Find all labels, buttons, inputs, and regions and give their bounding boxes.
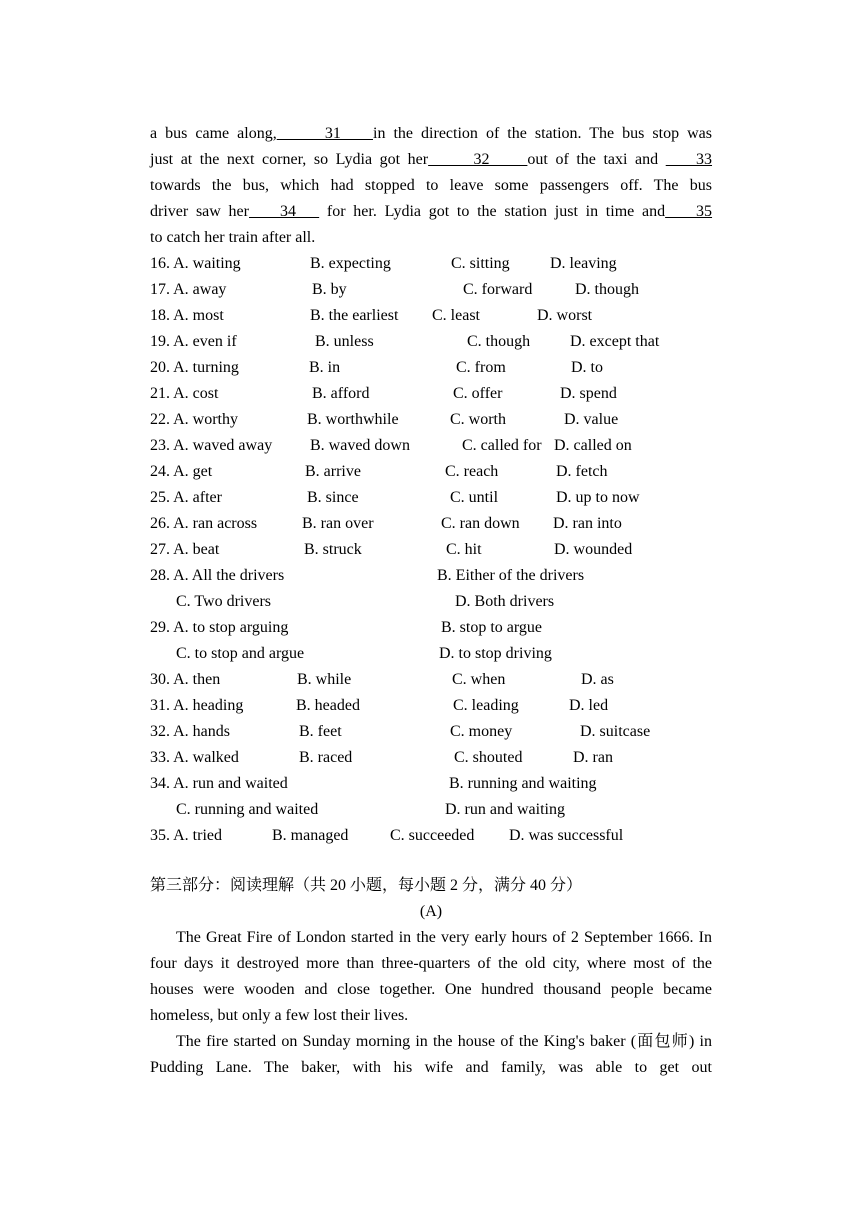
option-b: B. by <box>312 281 347 298</box>
option-b: B. while <box>297 671 352 688</box>
cloze-line-3: towards the bus, which had stopped to leave some passengers off. The bus <box>150 177 712 194</box>
cloze-line-4 <box>150 199 712 225</box>
option-c: C. shouted <box>454 749 523 766</box>
question-22 <box>150 407 712 433</box>
option-b: B. the earliest <box>310 307 399 324</box>
question-25 <box>150 485 712 511</box>
cloze-text: in the direction of the station. The bus stop was <box>373 125 713 142</box>
option-d: D. fetch <box>556 463 608 480</box>
option-b: B. worthwhile <box>307 411 399 428</box>
option-c: C. succeeded <box>390 827 475 844</box>
option-a: 30. A. then <box>150 671 221 688</box>
question-24 <box>150 459 712 485</box>
option-a: 20. A. turning <box>150 359 239 376</box>
option-a: 27. A. beat <box>150 541 220 558</box>
cloze-line-1 <box>150 121 712 147</box>
question-26 <box>150 511 712 537</box>
option-c: C. sitting <box>451 255 510 272</box>
question-18 <box>150 303 712 329</box>
option-c: C. hit <box>446 541 482 558</box>
option-d: D. was successful <box>509 827 624 844</box>
question-31 <box>150 693 712 719</box>
blank-31: 31 <box>276 125 373 142</box>
option-c: C. money <box>450 723 513 740</box>
option-a: 29. A. to stop arguing <box>150 619 289 636</box>
cloze-text: for her. Lydia got to the station just in time and <box>319 203 666 220</box>
cloze-text: out of the taxi and <box>527 151 666 168</box>
option-c: C. from <box>456 359 506 376</box>
option-a: 34. A. run and waited <box>150 775 288 792</box>
option-a: 24. A. get <box>150 463 213 480</box>
option-d: D. spend <box>560 385 617 402</box>
option-b: B. expecting <box>310 255 391 272</box>
option-c: C. leading <box>453 697 519 714</box>
cloze-text: a bus came along, <box>150 125 277 142</box>
question-33 <box>150 745 712 771</box>
option-d: D. to stop driving <box>439 645 552 662</box>
question-34a <box>150 771 712 797</box>
option-a: 33. A. walked <box>150 749 239 766</box>
option-a: 32. A. hands <box>150 723 230 740</box>
section-heading: 第三部分：阅读理解（共 20 小题，每小题 2 分，满分 40 分） <box>150 877 583 894</box>
option-d: D. up to now <box>556 489 640 506</box>
option-a: 18. A. most <box>150 307 224 324</box>
option-c: C. ran down <box>441 515 520 532</box>
option-d: D. though <box>575 281 639 298</box>
option-d: D. Both drivers <box>455 593 555 610</box>
blank-32: 32 <box>428 151 528 168</box>
blank-33: 33 <box>665 151 713 168</box>
question-28a <box>150 563 712 589</box>
question-30 <box>150 667 712 693</box>
option-c: C. worth <box>450 411 506 428</box>
option-c: C. until <box>450 489 499 506</box>
option-d: D. value <box>564 411 619 428</box>
question-23 <box>150 433 712 459</box>
cloze-text: just at the next corner, so Lydia got her <box>150 151 429 168</box>
option-a: 23. A. waved away <box>150 437 273 454</box>
option-b: B. struck <box>304 541 362 558</box>
option-d: D. called on <box>554 437 632 454</box>
question-17 <box>150 277 712 303</box>
option-d: D. except that <box>570 333 660 350</box>
option-d: D. worst <box>537 307 593 324</box>
option-c: C. when <box>452 671 506 688</box>
passage-paragraph-2: The fire started on Sunday morning in the house of the King's baker (面包师) in Pudding Lane. The baker, with his wife and family, was able to get out <box>150 1033 712 1076</box>
blank-34: 34 <box>249 203 320 220</box>
option-d: D. ran into <box>553 515 622 532</box>
option-b: B. managed <box>272 827 349 844</box>
option-a: 16. A. waiting <box>150 255 241 272</box>
option-b: B. running and waiting <box>449 775 597 792</box>
option-b: B. stop to argue <box>441 619 543 636</box>
option-a: 22. A. worthy <box>150 411 238 428</box>
option-a: 17. A. away <box>150 281 227 298</box>
option-c: C. to stop and argue <box>176 645 305 662</box>
option-b: B. in <box>309 359 341 376</box>
document-content <box>150 121 712 1081</box>
option-d: D. to <box>571 359 603 376</box>
question-16 <box>150 251 712 277</box>
option-d: D. as <box>581 671 614 688</box>
option-c: C. Two drivers <box>176 593 272 610</box>
question-21 <box>150 381 712 407</box>
option-d: D. suitcase <box>580 723 651 740</box>
option-d: D. leaving <box>550 255 617 272</box>
option-b: B. afford <box>312 385 370 402</box>
option-c: C. least <box>432 307 480 324</box>
question-35 <box>150 823 712 849</box>
cloze-line-2 <box>150 147 712 173</box>
option-b: B. since <box>307 489 359 506</box>
option-a: 21. A. cost <box>150 385 219 402</box>
option-d: D. ran <box>573 749 613 766</box>
option-c: C. offer <box>453 385 503 402</box>
option-c: C. called for <box>462 437 542 454</box>
question-20 <box>150 355 712 381</box>
option-d: D. run and waiting <box>445 801 565 818</box>
question-34b <box>150 797 712 823</box>
passage-paragraph-1: The Great Fire of London started in the very early hours of 2 September 1666. In four days it destroyed more than three-quarters of the old city, where most of the houses were wooden and close together. One hundred thousand people became homeless, but only a few lost their lives. <box>150 929 712 1024</box>
option-b: B. Either of the drivers <box>437 567 585 584</box>
option-b: B. ran over <box>302 515 374 532</box>
option-c: C. though <box>467 333 531 350</box>
option-b: B. feet <box>299 723 342 740</box>
option-a: 35. A. tried <box>150 827 222 844</box>
option-c: C. reach <box>445 463 499 480</box>
option-b: B. raced <box>299 749 353 766</box>
option-c: C. running and waited <box>176 801 319 818</box>
passage-label: (A) <box>419 903 443 920</box>
option-b: B. headed <box>296 697 360 714</box>
option-a: 28. A. All the drivers <box>150 567 285 584</box>
question-29b <box>150 641 712 667</box>
option-a: 25. A. after <box>150 489 222 506</box>
cloze-text: driver saw her <box>150 203 249 220</box>
option-a: 26. A. ran across <box>150 515 258 532</box>
question-list <box>150 251 712 849</box>
option-a: 31. A. heading <box>150 697 244 714</box>
question-28b <box>150 589 712 615</box>
cloze-line-5: to catch her train after all. <box>150 229 316 246</box>
option-c: C. forward <box>463 281 533 298</box>
question-29a <box>150 615 712 641</box>
blank-35: 35 <box>665 203 713 220</box>
option-d: D. wounded <box>554 541 633 558</box>
option-b: B. arrive <box>305 463 361 480</box>
question-27 <box>150 537 712 563</box>
option-b: B. unless <box>315 333 374 350</box>
question-19 <box>150 329 712 355</box>
question-32 <box>150 719 712 745</box>
option-b: B. waved down <box>310 437 410 454</box>
option-a: 19. A. even if <box>150 333 237 350</box>
option-d: D. led <box>569 697 609 714</box>
